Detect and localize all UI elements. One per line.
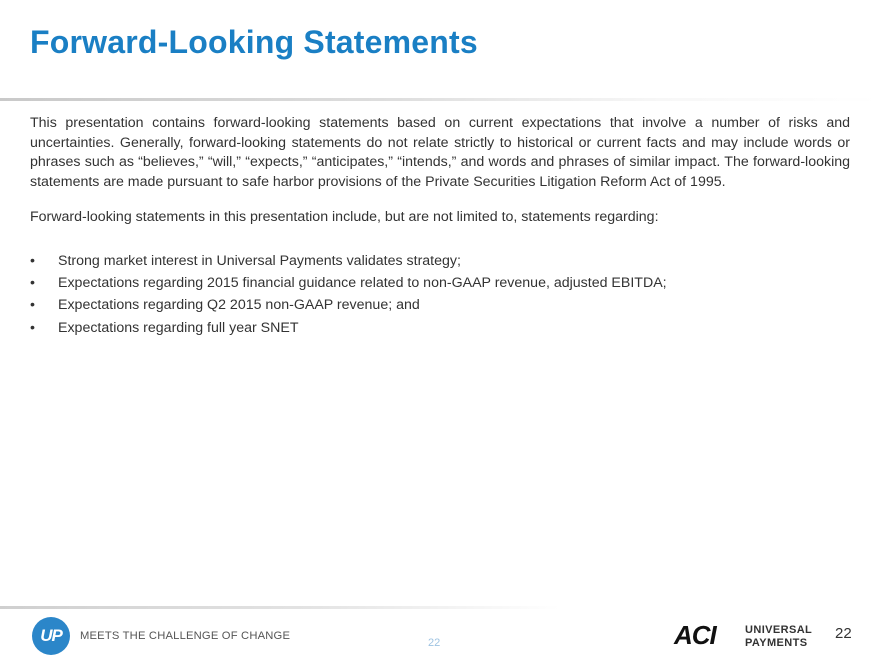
footer-divider — [0, 606, 560, 609]
bullet-icon: • — [30, 297, 35, 314]
bullets-intro: Forward-looking statements in this presentation include, but are not limited to, statements regarding: — [30, 209, 659, 225]
intro-paragraph: This presentation contains forward-looking statements based on current expectations that involve a number of risks and uncertainties. Generally, forward-looking statements do not relate strictly to historical or current facts and may include words or phrases such as “believes,” “will,” “expects,” “anticipates,” “intends,” and words and phrases of similar impact. The forward-looking statements are made pursuant to safe harbor provisions of the Private Securities Litigation Reform Act of 1995. — [30, 115, 850, 190]
list-item — [30, 317, 667, 339]
list-item-text: Expectations regarding full year SNET — [58, 319, 299, 336]
title-divider — [0, 98, 880, 101]
aci-logo: ACI — [674, 620, 716, 650]
list-item — [30, 294, 667, 316]
page-number: 22 — [835, 625, 852, 642]
statement-list — [30, 250, 667, 339]
list-item-text: Expectations regarding 2015 financial guidance related to non-GAAP revenue, adjusted EBITDA; — [58, 275, 667, 292]
page-number-center: 22 — [428, 637, 441, 649]
list-item — [30, 250, 667, 272]
brand-line-1: UNIVERSAL — [745, 624, 813, 636]
list-item — [30, 272, 667, 294]
bullet-icon: • — [30, 253, 35, 269]
up-logo-icon — [32, 617, 70, 655]
list-item-text: Strong market interest in Universal Payments validates strategy; — [58, 253, 461, 269]
up-logo-text: UP — [40, 626, 62, 645]
bullet-icon: • — [30, 275, 35, 292]
footer-tagline: MEETS THE CHALLENGE OF CHANGE — [80, 630, 291, 642]
list-item-text: Expectations regarding Q2 2015 non-GAAP revenue; and — [58, 297, 420, 314]
universal-payments-logo — [745, 624, 812, 649]
brand-line-2: PAYMENTS — [745, 636, 808, 649]
slide-title: Forward-Looking Statements — [30, 24, 478, 60]
bullet-icon: • — [30, 319, 35, 336]
